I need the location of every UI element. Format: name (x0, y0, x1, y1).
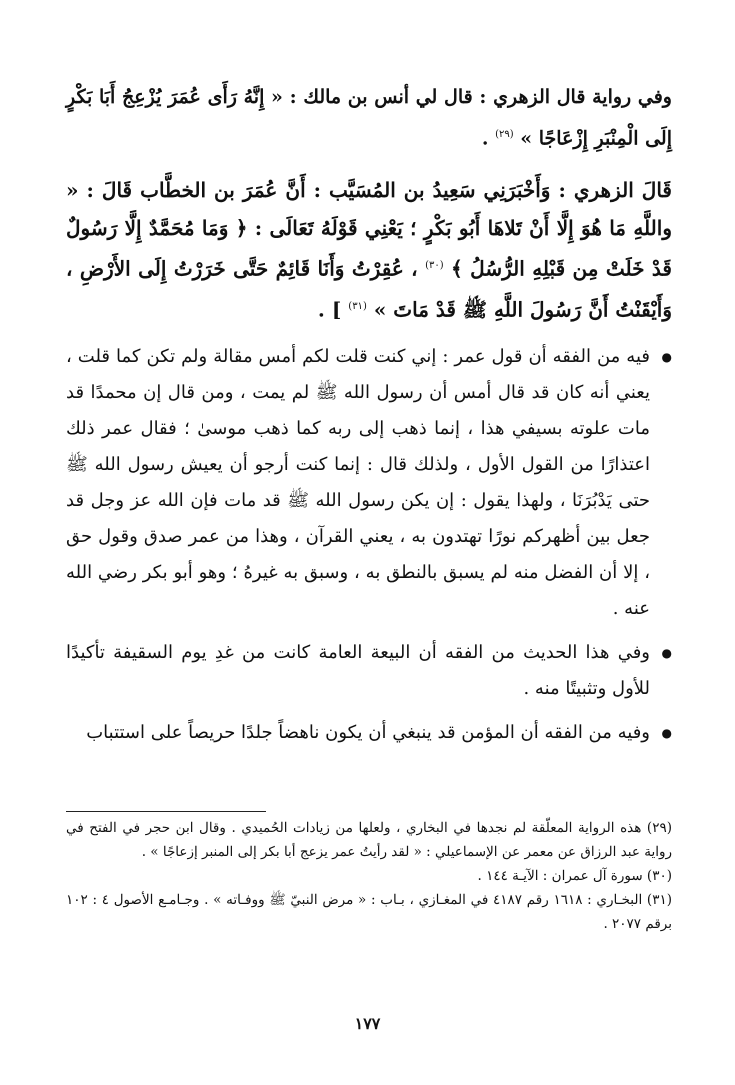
zuhri-quote-text-continued: ، عُقِرْتُ وَأَنَا قَائِمٌ حَتَّى خَرَرْتُ إِلَى الأَرْضِ ، وَأَيْقَنْتُ أَنَّ رَسُولَ اللَّهِ ﷺ قَدْ مَاتَ » (66, 256, 672, 322)
bullet-icon: ● (661, 349, 672, 364)
commentary-item (66, 339, 672, 627)
commentary-text: فيه من الفقه أن قول عمر : إني كنت قلت لكم أمس مقالة ولم تكن كما قلت ، يعني أنه كان قد قال أمس أن رسول الله ﷺ لم يمت ، ومن قال إن محمدًا قد مات علوته بسيفي هذا ، إنما ذهب إلى ربه كما ذهب موسىٰ ؛ فقال عمر ذلك اعتذارًا من القول الأول ، ولذلك قال : إنما كنت أرجو أن يعيش رسول الله ﷺ حتى يَدْبُرَنَا ، ولهذا يقول : إن يكن رسول الله ﷺ قد مات فإن الله عز وجل قد جعل بين أظهركم نورًا تهتدون به ، يعني القرآن ، وهذا من عمر صدق وقول حق ، إلا أن الفضل منه لم يسبق بالنطق به ، وسبق به غيرهُ ؛ وهو أبو بكر رضي الله عنه . (66, 345, 650, 619)
footnote-ref-29: (٢٩) (495, 129, 514, 140)
footnote-divider (66, 811, 266, 812)
bullet-icon: ● (661, 725, 672, 740)
commentary-text: وفي هذا الحديث من الفقه أن البيعة العامة كانت من غدِ يوم السقيفة تأكيدًا للأول وتثبيتًا منه . (66, 641, 650, 699)
footnote-ref-30: (٣٠) (425, 260, 444, 272)
zuhri-quote (66, 171, 672, 328)
footnote-29: (٢٩) هذه الرواية المعلّقة لم نجدها في البخاري ، ولعلها من زيادات الحُميدي . وقال ابن حجر في الفتح في رواية عبد الرزاق عن معمر عن الإسماعيلي : « لقد رأيتُ عمر يزعج أبا بكر إلى المنبر إزعاجًا » . (66, 820, 672, 860)
narration-quote-end: . (481, 127, 489, 150)
footnote-30: (٣٠) سورة آل عمران : الآيـة ١٤٤ . (477, 868, 672, 884)
commentary-item (66, 715, 672, 751)
zuhri-quote-end: ] . (317, 297, 342, 322)
commentary-text: وفيه من الفقه أن المؤمن قد ينبغي أن يكون ناهضاً جلدًا حريصاً على استتباب (86, 721, 650, 743)
narration-quote (66, 78, 672, 157)
narration-quote-text: وفي رواية قال الزهري : قال لي أنس بن مالك : « إِنَّهُ رَأَى عُمَرَ يُزْعِجُ أَبَا بَكْرٍ إِلَى الْمِنْبَرِ إِزْعَاجًا » (66, 86, 672, 150)
page-number: ١٧٧ (354, 1014, 381, 1033)
commentary-item (66, 635, 672, 707)
footnote-ref-31: (٣١) (348, 300, 367, 312)
footnotes (66, 816, 672, 936)
zuhri-quote-text: قَالَ الزهري : وَأَخْبَرَنِي سَعِيدُ بن المُسَيَّب : أَنَّ عُمَرَ بن الخطَّاب قَالَ : « واللَّهِ مَا هُوَ إِلَّا أَنْ تَلاهَا أَبُو بَكْرٍ ؛ يَعْنِي قَوْلَهُ تَعَالَى : ﴿ وَمَا مُحَمَّدٌ إِلَّا رَسُولٌ قَدْ خَلَتْ مِن قَبْلِهِ الرُّسُلُ ﴾ (66, 178, 672, 281)
bullet-icon: ● (661, 645, 672, 660)
commentary-list (66, 339, 672, 751)
footnote-31: (٣١) البخـاري : ١٦١٨ رقم ٤١٨٧ في المغـازي ، بـاب : « مرض النبيّ ﷺ ووفـاته » . وجـامـع الأصول ٤ : ١٠٢ برقم ٢٠٧٧ . (66, 892, 672, 932)
